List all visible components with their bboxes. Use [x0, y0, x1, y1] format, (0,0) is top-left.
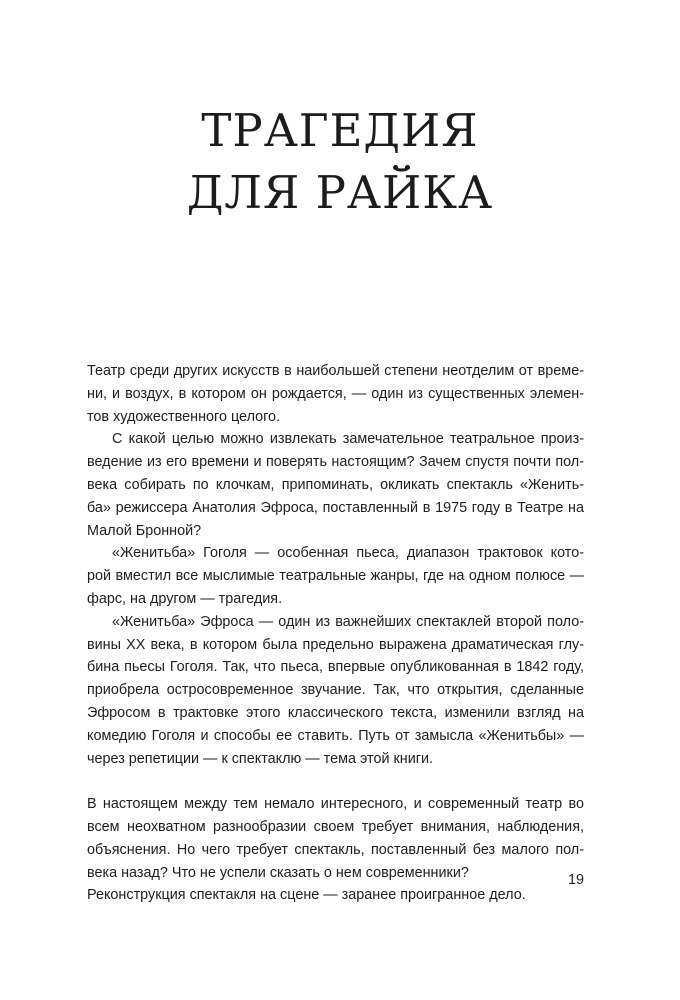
text-line: века назад? Что не успели сказать о нем современники?	[87, 864, 469, 881]
text-line: Эфросом в трактовке этого классического текста, изменили взгляд на	[87, 704, 584, 721]
text-line: комедию Гоголя и способы ее ставить. Путь от замысла «Женитьбы» —	[87, 727, 584, 744]
text-line: С какой целью можно извлекать замечательное театральное произ-	[112, 431, 584, 448]
text-line: вины XX века, в котором была предельно выражена драматическая глу-	[87, 636, 584, 653]
text-line: «Женитьба» Гоголя — особенная пьеса, диапазон трактовок кото-	[112, 545, 584, 562]
text-line: тов художественного целого.	[87, 408, 281, 425]
text-line: Театр среди других искусств в наибольшей степени неотделим от време-	[87, 363, 584, 379]
paragraph-3	[87, 542, 584, 610]
paragraph-2	[87, 428, 584, 542]
text-line: века собирать по клочкам, припоминать, окликать спектакль «Женить-	[87, 476, 584, 493]
paragraph-1	[87, 360, 584, 428]
text-line: ведение из его времени и поверять настоящим? Зачем спустя почти пол-	[87, 454, 584, 471]
text-line: «Женитьба» Эфроса — один из важнейших спектаклей второй поло-	[112, 613, 584, 630]
text-line: Реконструкция спектакля на сцене — заранее проигранное дело.	[87, 887, 526, 904]
body-text	[87, 360, 584, 907]
text-line: бина пьесы Гоголя. Так, что пьеса, впервые опубликованная в 1842 году,	[87, 659, 584, 676]
text-line: через репетиции — к спектаклю — тема этой книги.	[87, 750, 434, 767]
text-line: В настоящем между тем немало интересного, и современный театр во	[87, 796, 584, 813]
text-line: рой вместил все мыслимые театральные жанры, где на одном полюсе —	[87, 568, 584, 585]
text-line: фарс, на другом — трагедия.	[87, 590, 283, 607]
text-line: ба» режиссера Анатолия Эфроса, поставленный в 1975 году в Театре на	[87, 499, 584, 516]
text-line: всем неохватном разнообразии своем требует внимания, наблюдения,	[87, 818, 584, 835]
text-line: приобрела остросовременное звучание. Так, что открытия, сделанные	[87, 682, 584, 699]
paragraph-4	[87, 611, 584, 771]
chapter-title-line-2: ДЛЯ РАЙКА	[186, 166, 494, 219]
text-line: Малой Бронной?	[87, 522, 202, 539]
text-line: ни, и воздух, в котором он рождается, — один из существенных элемен-	[87, 385, 584, 402]
paragraph-gap	[87, 770, 584, 793]
chapter-title	[0, 100, 680, 224]
page-number: 19	[567, 872, 584, 888]
paragraph-5	[87, 793, 584, 907]
chapter-title-line-1: ТРАГЕДИЯ	[201, 104, 479, 157]
text-line: объяснения. Но чего требует спектакль, поставленный без малого пол-	[87, 841, 584, 858]
